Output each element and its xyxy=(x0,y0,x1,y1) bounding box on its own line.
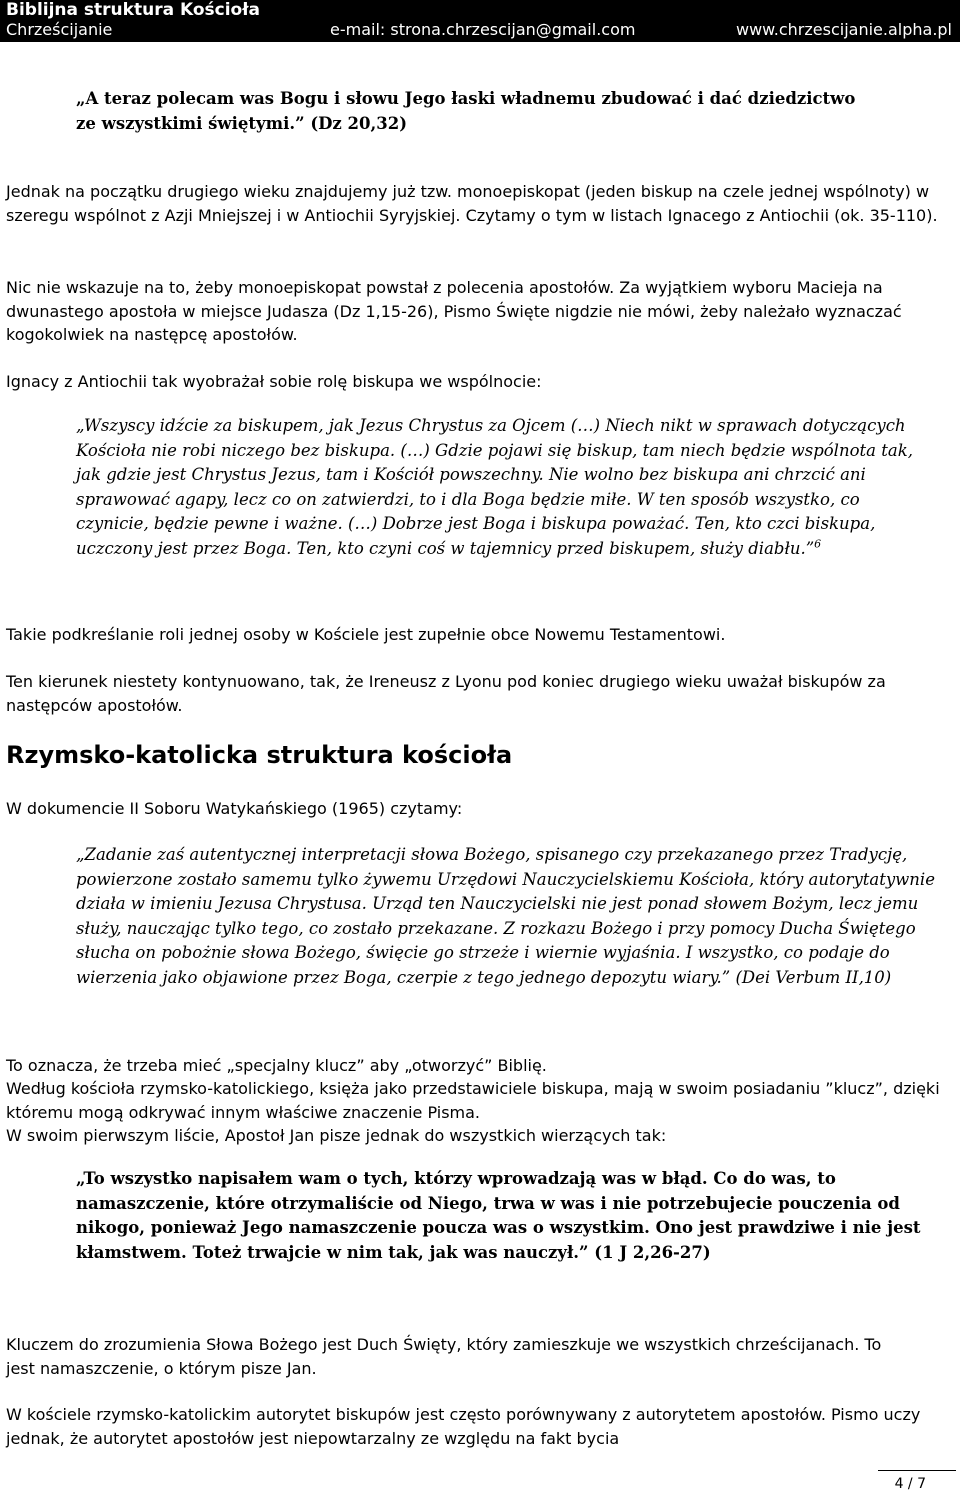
quote-ignacy xyxy=(76,414,926,561)
paragraph-apostles: Nic nie wskazuje na to, żeby monoepiskopat powstał z polecenia apostołów. Za wyjątkiem wyboru Macieja na dwunastego apostoła w miejsce Judasza (Dz 1,15-26), Pismo Święte nigdzie nie mówi, żeby należało wyznaczać kogokolwiek na następcę apostołów. xyxy=(6,278,902,344)
paragraph-klucz-1: To oznacza, że trzeba mieć „specjalny klucz” aby „otworzyć” Biblię. xyxy=(6,1056,547,1075)
site-name: Chrześcijanie xyxy=(6,20,113,39)
paragraph-ignacy: Ignacy z Antiochii tak wyobrażał sobie rolę biskupa we wspólnocie: xyxy=(6,372,542,391)
footnote-marker[interactable]: 6 xyxy=(814,537,822,550)
paragraph-duch-swiety: Kluczem do zrozumienia Słowa Bożego jest Duch Święty, który zamieszkuje we wszystkich chrześcijanach. To jest namaszczenie, o którym pisze Jan. xyxy=(6,1335,882,1378)
paragraph-new-testament: Takie podkreślanie roli jednej osoby w Kościele jest zupełnie obce Nowemu Testamentowi. xyxy=(6,625,726,644)
paragraph-klucz-2: Według kościoła rzymsko-katolickiego, księża jako przedstawiciele biskupa, mają w swoim posiadaniu ”klucz”, dzięki któremu mogą odkrywać innym właściwe znaczenie Pisma. xyxy=(6,1079,940,1122)
page-number: 4 / 7 xyxy=(894,1476,926,1492)
quote-ignacy-text: „Wszyscy idźcie za biskupem, jak Jezus Chrystus za Ojcem (…) Niech nikt w sprawach dotyczących Kościoła nie robi niczego bez biskupa. (…) Gdzie pojawi się biskup, tam niech będzie wspólnota tak, jak gdzie jest Chrystus Jezus, tam i Kościół powszechny. Nie wolno bez biskupa ani chrzcić ani sprawować agapy, lecz co on zatwierdzi, to i dla Boga będzie miłe. W ten sposób wszystko, co czynicie, będzie pewne i ważne. (…) Dobrze jest Boga i biskupa poważać. Ten, kto czci biskupa, uczczony jest przez Boga. Ten, kto czyni coś w tajemnicy przed biskupem, służy diabłu.” xyxy=(76,416,913,558)
footer-divider xyxy=(878,1470,956,1471)
quote-acts-20-32: „A teraz polecam was Bogu i słowu Jego łaski władnemu zbudować i dać dziedzictwo ze wszystkimi świętymi.” (Dz 20,32) xyxy=(76,89,856,133)
section-heading: Rzymsko-katolicka struktura kościoła xyxy=(6,741,513,769)
paragraph-klucz-3: W swoim pierwszym liście, Apostoł Jan pisze jednak do wszystkich wierzących tak: xyxy=(6,1126,667,1145)
paragraph-monoepiskopat: Jednak na początku drugiego wieku znajdujemy już tzw. monoepiskopat (jeden biskup na czele jednej wspólnoty) w szeregu wspólnot z Azji Mniejszej i w Antiochii Syryjskiej. Czytamy o tym w listach Ignacego z Antiochii (ok. 35-110). xyxy=(6,182,938,225)
paragraph-autorytet: W kościele rzymsko-katolickim autorytet biskupów jest często porównywany z autorytetem apostołów. Pismo uczy jednak, że autorytet apostołów jest niepowtarzalny ze względu na fakt bycia xyxy=(6,1405,921,1448)
document-title: Biblijna struktura Kościoła xyxy=(6,0,261,20)
email-link[interactable]: e-mail: strona.chrzescijan@gmail.com xyxy=(330,20,636,39)
paragraph-ireneusz: Ten kierunek niestety kontynuowano, tak, że Ireneusz z Lyonu pod koniec drugiego wieku uważał biskupów za następców apostołów. xyxy=(6,672,886,715)
quote-1-john: „To wszystko napisałem wam o tych, którzy wprowadzają was w błąd. Co do was, to namaszczenie, które otrzymaliście od Niego, trwa w was i nie potrzebujecie pouczenia od nikogo, ponieważ Jego namaszczenie poucza was o wszystkim. Ono jest prawdziwe i nie jest kłamstwem. Toteż trwajcie w nim tak, jak was nauczył.” (1 J 2,26-27) xyxy=(76,1169,921,1262)
page-header xyxy=(0,0,960,42)
paragraph-sobor: W dokumencie II Soboru Watykańskiego (1965) czytamy: xyxy=(6,799,463,818)
website-link[interactable]: www.chrzescijanie.alpha.pl xyxy=(735,20,952,39)
quote-dei-verbum: „Zadanie zaś autentycznej interpretacji słowa Bożego, spisanego czy przekazanego przez Tradycję, powierzone zostało samemu tylko żywemu Urzędowi Nauczycielskiemu Kościoła, który autorytatywnie działa w imieniu Jezusa Chrystusa. Urząd ten Nauczycielski nie jest ponad słowem Bożym, lecz jemu służy, nauczając tylko tego, co zostało przekazane. Z rozkazu Bożego i przy pomocy Ducha Świętego słucha on pobożnie słowa Bożego, święcie go strzeże i wiernie wyjaśnia. I wszystko, co podaje do wierzenia jako objawione przez Boga, czerpie z tego jednego depozytu wiary.” (Dei Verbum II,10) xyxy=(76,845,935,987)
